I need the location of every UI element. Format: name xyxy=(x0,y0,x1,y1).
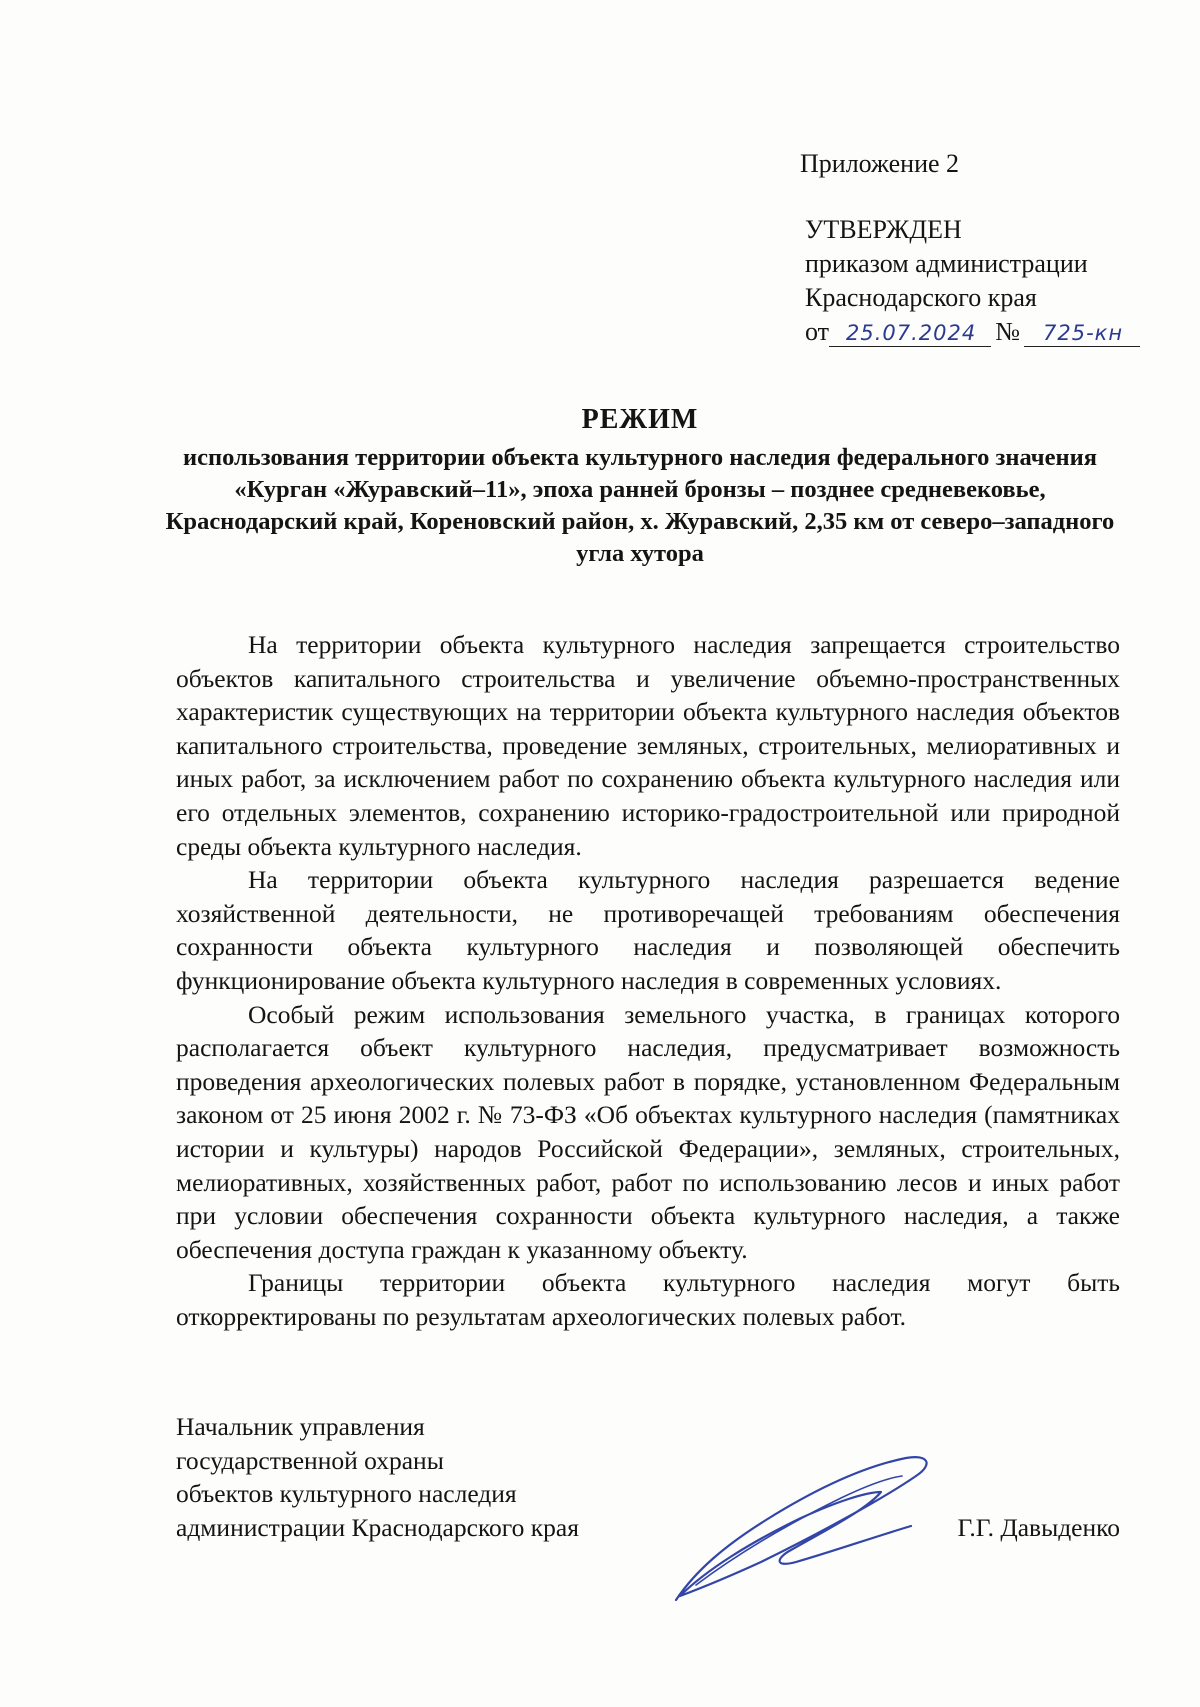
title-subtitle: использования территории объекта культурного наследия федерального значения «Курган «Журавский–11», эпоха ранней бронзы – позднее средневековье, Краснодарский край, Кореновский район, х. Журавский, 2,35 км от северо–западного угла хутора xyxy=(165,444,1115,567)
number-sign: № xyxy=(995,317,1021,346)
approval-block xyxy=(800,147,1140,349)
handwritten-number: 725-кн xyxy=(1024,320,1140,347)
handwritten-date: 25.07.2024 xyxy=(829,320,991,347)
approved-heading: УТВЕРЖДЕН xyxy=(805,215,962,244)
signatory-name: Г.Г. Давыденко xyxy=(957,1513,1120,1542)
document-title xyxy=(160,402,1120,570)
paragraph-4: Границы территории объекта культурного наследия могут быть откорректированы по результатам археологических полевых работ. xyxy=(176,1268,1120,1331)
position-line-4: администрации Краснодарского края xyxy=(176,1512,579,1542)
signature-block xyxy=(176,1410,1120,1544)
position-line-3: объектов культурного наследия xyxy=(176,1479,517,1509)
document-body xyxy=(176,628,1120,1333)
approval-order-line: приказом администрации xyxy=(805,249,1088,278)
approval-stamp-text xyxy=(805,213,1140,349)
annex-label: Приложение 2 xyxy=(800,149,960,178)
approval-region-line: Краснодарского края xyxy=(805,283,1037,312)
position-line-1: Начальник управления xyxy=(176,1412,425,1441)
paragraph-2: На территории объекта культурного наследия разрешается ведение хозяйственной деятельности, не противоречащей требованиям обеспечения сохранности объекта культурного наследия и позволяющей обеспечить функционирование объекта культурного наследия в современных условиях. xyxy=(176,865,1120,995)
approval-date-line xyxy=(805,315,1140,349)
handwritten-signature-icon xyxy=(666,1450,936,1610)
from-label: от xyxy=(805,317,830,346)
paragraph-1: На территории объекта культурного наследия запрещается строительство объектов капитального строительства и увеличение объемно-пространственных характеристик существующих на территории объекта культурного наследия объектов капитального строительства, проведение земляных, строительных, мелиоративных и иных работ, за исключением работ по сохранению объекта культурного наследия или его отдельных элементов, сохранению историко-градостроительной или природной среды объекта культурного наследия. xyxy=(176,630,1120,861)
paragraph-3: Особый режим использования земельного участка, в границах которого располагается объект культурного наследия, предусматривает возможность проведения археологических полевых работ в порядке, установленном Федеральным законом от 25 июня 2002 г. № 73-ФЗ «Об объектах культурного наследия (памятниках истории и культуры) народов Российской Федерации», земляных, строительных, мелиоративных, хозяйственных работ, работ по использованию лесов и иных работ при условии обеспечения сохранности объекта культурного наследия, а также обеспечения доступа граждан к указанному объекту. xyxy=(176,999,1120,1264)
position-line-2: государственной охраны xyxy=(176,1445,444,1475)
title-main: РЕЖИМ xyxy=(581,404,699,435)
